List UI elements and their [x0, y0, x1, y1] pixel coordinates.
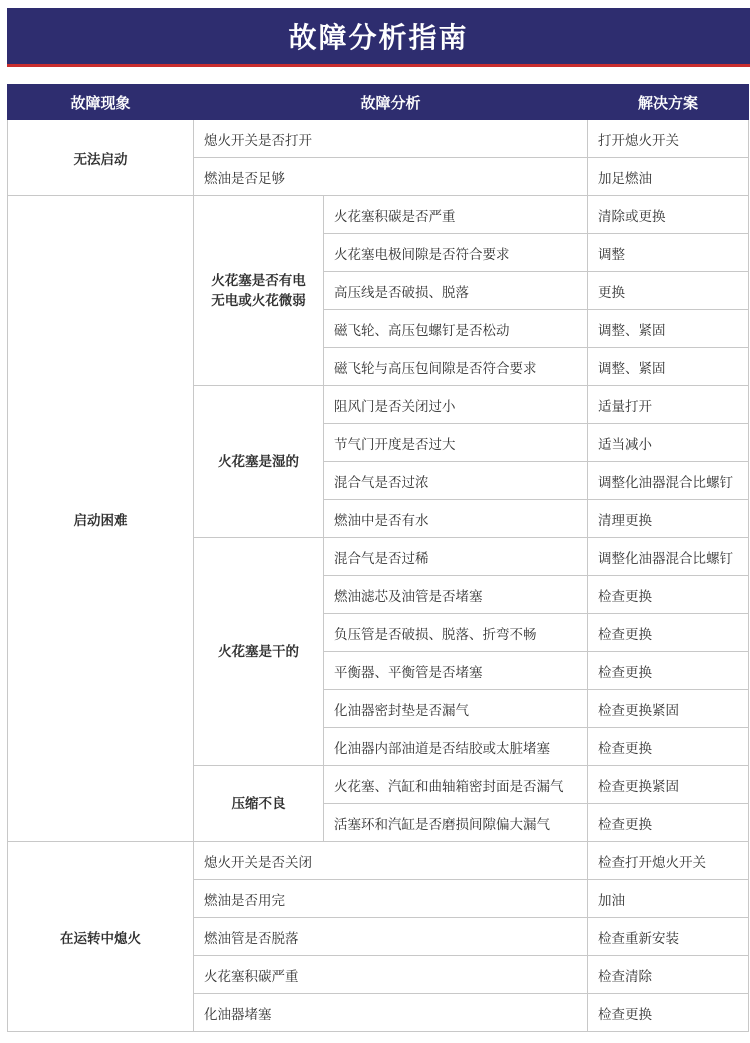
solution-cell: 检查更换 [588, 614, 749, 652]
table-row [8, 196, 749, 234]
check-cell: 火花塞、汽缸和曲轴箱密封面是否漏气 [324, 766, 588, 804]
solution-cell: 调整化油器混合比螺钉 [588, 462, 749, 500]
solution-cell: 检查更换 [588, 728, 749, 766]
check-cell: 燃油滤芯及油管是否堵塞 [324, 576, 588, 614]
table-row [8, 120, 749, 158]
check-cell: 高压线是否破损、脱落 [324, 272, 588, 310]
check-cell: 火花塞积碳是否严重 [324, 196, 588, 234]
solution-cell: 检查更换紧固 [588, 690, 749, 728]
solution-cell: 清理更换 [588, 500, 749, 538]
title-banner [7, 8, 750, 67]
phenomenon-cell: 在运转中熄火 [8, 842, 194, 1032]
check-cell: 燃油中是否有水 [324, 500, 588, 538]
cause-line: 压缩不良 [231, 795, 286, 812]
cause-line: 火花塞是否有电 [211, 272, 306, 289]
cause-line: 无电或火花微弱 [211, 292, 306, 309]
check-cell: 负压管是否破损、脱落、折弯不畅 [324, 614, 588, 652]
check-cell: 混合气是否过稀 [324, 538, 588, 576]
solution-cell: 调整、紧固 [588, 310, 749, 348]
check-cell: 磁飞轮、高压包螺钉是否松动 [324, 310, 588, 348]
check-cell: 化油器内部油道是否结胶或太脏堵塞 [324, 728, 588, 766]
check-cell: 磁飞轮与高压包间隙是否符合要求 [324, 348, 588, 386]
check-cell: 混合气是否过浓 [324, 462, 588, 500]
cause-cell [194, 538, 324, 766]
solution-cell: 调整 [588, 234, 749, 272]
fault-analysis-table [7, 84, 749, 1032]
solution-cell: 加足燃油 [588, 158, 749, 196]
solution-cell: 检查清除 [588, 956, 749, 994]
solution-cell: 更换 [588, 272, 749, 310]
check-cell: 活塞环和汽缸是否磨损间隙偏大漏气 [324, 804, 588, 842]
solution-cell: 检查更换 [588, 804, 749, 842]
solution-cell: 适量打开 [588, 386, 749, 424]
check-cell: 燃油管是否脱落 [194, 918, 588, 956]
solution-cell: 适当减小 [588, 424, 749, 462]
phenomenon-cell: 启动困难 [8, 196, 194, 842]
solution-cell: 加油 [588, 880, 749, 918]
header-phenomenon: 故障现象 [8, 85, 194, 120]
solution-cell: 调整化油器混合比螺钉 [588, 538, 749, 576]
check-cell: 熄火开关是否打开 [194, 120, 588, 158]
solution-cell: 打开熄火开关 [588, 120, 749, 158]
check-cell: 阻风门是否关闭过小 [324, 386, 588, 424]
check-cell: 化油器密封垫是否漏气 [324, 690, 588, 728]
page-title: 故障分析指南 [288, 21, 469, 54]
phenomenon-cell: 无法启动 [8, 120, 194, 196]
solution-cell: 清除或更换 [588, 196, 749, 234]
solution-cell: 检查打开熄火开关 [588, 842, 749, 880]
solution-cell: 检查更换 [588, 652, 749, 690]
check-cell: 火花塞积碳严重 [194, 956, 588, 994]
check-cell: 平衡器、平衡管是否堵塞 [324, 652, 588, 690]
cause-line: 火花塞是干的 [218, 643, 299, 660]
solution-cell: 检查更换 [588, 994, 749, 1032]
solution-cell: 调整、紧固 [588, 348, 749, 386]
cause-cell [194, 386, 324, 538]
cause-cell [194, 196, 324, 386]
check-cell: 熄火开关是否关闭 [194, 842, 588, 880]
check-cell: 节气门开度是否过大 [324, 424, 588, 462]
table-row [8, 842, 749, 880]
table-header-row [8, 85, 749, 120]
solution-cell: 检查更换 [588, 576, 749, 614]
solution-cell: 检查重新安装 [588, 918, 749, 956]
check-cell: 火花塞电极间隙是否符合要求 [324, 234, 588, 272]
cause-cell [194, 766, 324, 842]
check-cell: 化油器堵塞 [194, 994, 588, 1032]
check-cell: 燃油是否足够 [194, 158, 588, 196]
solution-cell: 检查更换紧固 [588, 766, 749, 804]
cause-line: 火花塞是湿的 [218, 453, 299, 470]
header-analysis: 故障分析 [194, 85, 588, 120]
check-cell: 燃油是否用完 [194, 880, 588, 918]
header-solution: 解决方案 [588, 85, 749, 120]
